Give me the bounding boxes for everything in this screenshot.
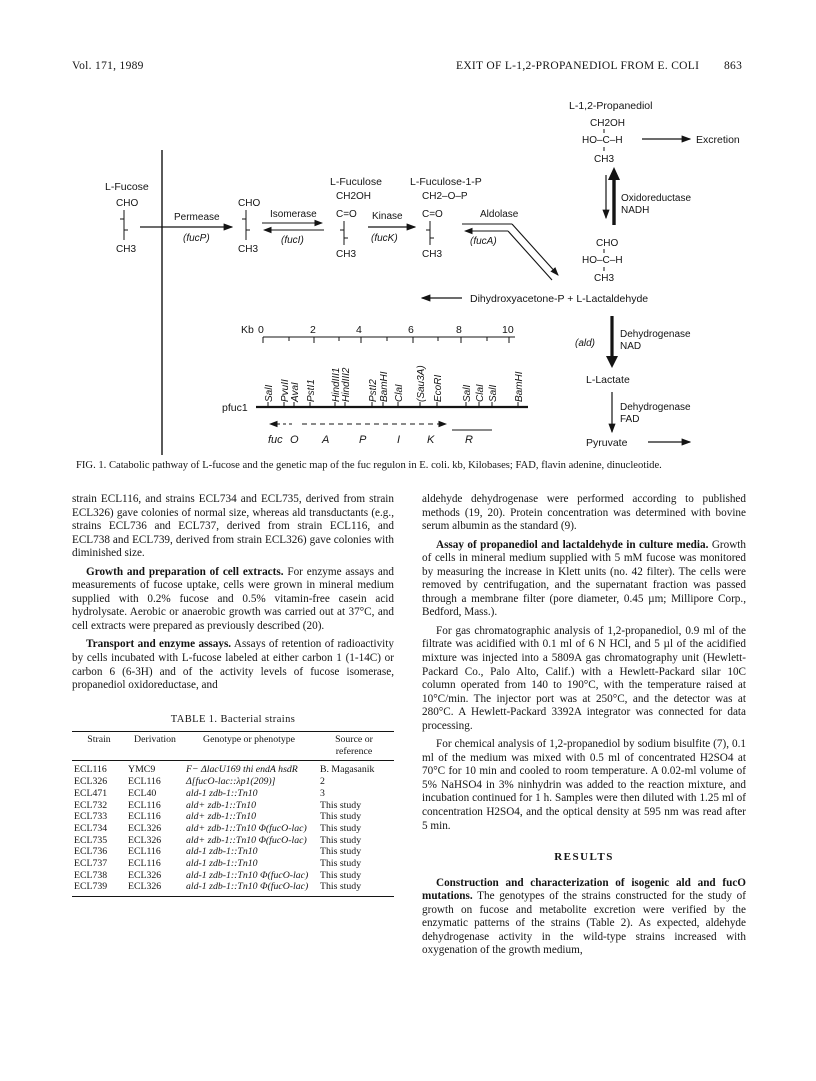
gene-a: A [322, 434, 330, 446]
genotype-cell: ald+ zdb-1::Tn10 Φ(fucO-lac) [186, 834, 307, 846]
propanediol-label: L-1,2-Propanediol [569, 100, 653, 112]
source-cell: This study [320, 881, 362, 893]
site-psti-1: PstI1 [306, 379, 317, 402]
site-sau3a: (Sau3A) [416, 365, 427, 402]
dehydrogenase2-label: Dehydrogenase [620, 402, 691, 413]
restriction-sites [264, 365, 525, 403]
genotype-cell: ald-1 zdb-1::Tn10 [186, 787, 258, 799]
page-number: 863 [724, 60, 743, 72]
left-column [72, 493, 394, 693]
fuculose-p-label: L-Fuculose-1-P [410, 176, 482, 188]
table-row [72, 870, 394, 882]
table-body [72, 761, 394, 893]
strain-cell: ECL326 [74, 776, 108, 788]
fuculose-ch2oh: CH2OH [336, 191, 372, 202]
table-row [72, 800, 394, 812]
transport-text: Assays of retention of radioactivity by cells incubated with L-fucose labeled at either carbon 1 (1-14C) or carbon 6 (6-3H) and of the activity levels of fucose isomerase, propanediol oxidoreductase, and [72, 638, 394, 692]
strain-cell: ECL116 [74, 764, 107, 776]
fuculose-label: L-Fuculose [330, 176, 382, 188]
right-para-1: aldehyde dehydrogenase were performed according to published methods (19, 20). Protein concentration was determined with bovine serum albumin as the standard (9). [422, 493, 746, 533]
site-clai-1: ClaI [394, 384, 405, 402]
permease-label: Permease [174, 212, 220, 223]
source-cell: This study [320, 858, 362, 870]
lactaldehyde-hoch: HO–C–H [582, 255, 623, 266]
aldolase-gene: (fucA) [470, 236, 497, 247]
ald-gene: (ald) [575, 338, 596, 349]
aldolase-label: Aldolase [480, 209, 519, 220]
gene-i: I [397, 434, 401, 446]
inter-ch3: CH3 [238, 244, 259, 255]
kb-tick-4: 4 [356, 324, 362, 336]
figure-caption: FIG. 1. Catabolic pathway of L-fucose and the genetic map of the fuc regulon in E. coli. kb, Kilobases; FAD, flavin adenine, dinucleotide. [76, 460, 662, 471]
th-genotype: Genotype or phenotype [203, 734, 295, 745]
derivation-cell: YMC9 [128, 764, 156, 776]
source-cell: This study [320, 822, 362, 834]
fucose-label: L-Fucose [105, 181, 149, 193]
kb-tick-8: 8 [456, 324, 462, 336]
table-row [72, 881, 394, 893]
kb-label: Kb [241, 324, 254, 336]
right-column [422, 493, 746, 958]
source-cell: This study [320, 811, 362, 823]
genotype-cell: ald+ zdb-1::Tn10 [186, 799, 257, 811]
strain-cell: ECL739 [74, 881, 108, 893]
growth-heading: Growth and preparation of cell extracts. [86, 565, 284, 578]
permease-gene: (fucP) [183, 233, 210, 244]
source-cell: B. Magasanik [320, 764, 375, 776]
fuculose-co: C=O [336, 209, 357, 220]
table-bottom-rule [72, 896, 394, 897]
genotype-cell: ald+ zdb-1::Tn10 [186, 811, 257, 823]
gene-p: P [359, 434, 367, 446]
figure-1 [0, 0, 816, 470]
th-derivation: Derivation [134, 734, 176, 745]
chemical-analysis-para: For chemical analysis of 1,2-propanediol by sodium bisulfite (7), 0.1 ml of the medium was mixed with 0.5 ml of concentrated H2SO4 at 70°C for 10 min and cooled to room temperature. A 0.02-ml volume of 5% NaHSO4 in 3% ninhydrin was added to the reaction mixture, and incubation continued for 1 h. Samples were then diluted with 1.25 ml of concentration H2SO4, and the optical density at 595 nm was read after 5 min. [422, 738, 746, 832]
kinase-label: Kinase [372, 211, 403, 222]
table-row [72, 858, 394, 870]
kb-tick-0: 0 [258, 324, 264, 336]
table-row [72, 823, 394, 835]
growth-section [72, 566, 394, 634]
kb-tick-10: 10 [502, 324, 514, 336]
lactate-label: L-Lactate [586, 374, 630, 386]
table-1 [72, 731, 394, 897]
table-row [72, 846, 394, 858]
strain-cell: ECL738 [74, 869, 108, 881]
genotype-cell: ald-1 zdb-1::Tn10 [186, 858, 258, 870]
derivation-cell: ECL116 [128, 846, 161, 858]
pyruvate-label: Pyruvate [586, 437, 628, 449]
derivation-cell: ECL116 [128, 799, 161, 811]
assay-heading: Assay of propanediol and lactaldehyde in culture media. [436, 538, 709, 551]
transport-heading: Transport and enzyme assays. [86, 638, 232, 651]
table-row [72, 788, 394, 800]
inter-cho: CHO [238, 198, 261, 209]
source-cell: This study [320, 869, 362, 881]
kb-ticks [258, 324, 514, 343]
th-source: Source or reference [335, 734, 373, 757]
genotype-cell: ald+ zdb-1::Tn10 Φ(fucO-lac) [186, 822, 307, 834]
left-para-1: strain ECL116, and strains ECL734 and ECL735, derived from strain ECL326) gave colonies of normal size, whereas ald transductants (e.g., strains ECL736 and ECL737, derived from strain ECL116, and ECL738 and ECL739, derived from strain ECL326) gave colonies with diminished size. [72, 493, 394, 560]
strain-cell: ECL734 [74, 822, 108, 834]
site-sali-3: SalI [488, 384, 499, 402]
lactaldehyde-ch3: CH3 [594, 273, 615, 284]
kb-tick-6: 6 [408, 324, 414, 336]
gene-fuc: fuc [268, 434, 283, 446]
fucose-cho: CHO [116, 198, 139, 209]
pfuc1-label: pfuc1 [222, 402, 248, 414]
source-cell: This study [320, 846, 362, 858]
transport-section [72, 638, 394, 692]
excretion-label: Excretion [696, 134, 740, 146]
derivation-cell: ECL326 [128, 869, 162, 881]
oxidoreductase-label: Oxidoreductase [621, 193, 692, 204]
running-title: EXIT OF L-1,2-PROPANEDIOL FROM E. COLI [456, 60, 700, 72]
genotype-cell: F− ΔlacU169 thi endA hsdR [186, 764, 298, 776]
table-row [72, 776, 394, 788]
source-cell: 3 [320, 787, 325, 799]
results-heading: RESULTS [554, 851, 614, 864]
aldolase-arrow-forward [512, 224, 558, 275]
genotype-cell: ald-1 zdb-1::Tn10 Φ(fucO-lac) [186, 869, 309, 881]
th-strain: Strain [87, 734, 111, 745]
strain-cell: ECL471 [74, 787, 108, 799]
site-clai-2: ClaI [475, 384, 486, 402]
site-ecori: EcoRI [433, 374, 444, 402]
table-row [72, 811, 394, 823]
strain-cell: ECL736 [74, 846, 108, 858]
site-hindiii-1: HindIII1 [331, 367, 342, 402]
derivation-cell: ECL326 [128, 822, 162, 834]
site-hindiii-2: HindIII2 [341, 367, 352, 402]
gene-o: O [290, 434, 299, 446]
genotype-cell: ald-1 zdb-1::Tn10 Φ(fucO-lac) [186, 881, 309, 893]
oxidoreductase-cofactor: NADH [621, 205, 650, 216]
fucose-ch3: CH3 [116, 244, 137, 255]
volume-info: Vol. 171, 1989 [72, 60, 144, 72]
dhap-lactaldehyde-label: Dihydroxyacetone-P + L-Lactaldehyde [470, 293, 649, 305]
source-cell: This study [320, 799, 362, 811]
gene-labels [268, 434, 473, 446]
propanediol-ch3: CH3 [594, 154, 615, 165]
site-bamhi-1: BamHI [379, 371, 390, 402]
strain-cell: ECL735 [74, 834, 108, 846]
dehydrogenase2-cofactor: FAD [620, 414, 640, 425]
site-bamhi-2: BamHI [514, 371, 525, 402]
site-pvuii: PvuII [280, 379, 291, 402]
source-cell: This study [320, 834, 362, 846]
kinase-gene: (fucK) [371, 233, 398, 244]
derivation-cell: ECL116 [128, 858, 161, 870]
lactaldehyde-cho: CHO [596, 238, 619, 249]
table-row [72, 761, 394, 776]
genotype-cell: Δ[fucO-lac::λp1(209)] [186, 776, 276, 788]
fuculose-p-co: C=O [422, 209, 443, 220]
site-avai: AvaI [290, 382, 301, 402]
site-sali-2: SalI [462, 384, 473, 402]
construction-section [422, 877, 746, 958]
growth-text: For enzyme assays and measurements of fucose uptake, cells were grown in mineral medium supplied with 0.2% fucose and 0.5% vitamin-free casein acid hydrolysate. Aerobic or anaerobic growth was carried out at 37°C, and cell extracts were prepared as previously described (20). [72, 565, 394, 632]
derivation-cell: ECL326 [128, 834, 162, 846]
table-title: TABLE 1. Bacterial strains [170, 714, 296, 725]
dehydrogenase1-cofactor: NAD [620, 341, 642, 352]
assay-section [422, 539, 746, 620]
site-psti-2: PstI2 [368, 379, 379, 402]
source-cell: 2 [320, 776, 325, 788]
isomerase-gene: (fucI) [281, 235, 304, 246]
fuculose-ch3: CH3 [336, 249, 357, 260]
table-row [72, 835, 394, 847]
strain-cell: ECL737 [74, 858, 108, 870]
strain-cell: ECL733 [74, 811, 108, 823]
assay-text: Growth of cells in mineral medium supplied with 5 mM fucose was monitored by measuring the increase in Klett units (no. 42 filter). The cells were removed by centrifugation, and the supernatant fraction was passed through a membrane filter (pore diameter, 0.45 µm; Millipore Corp., Bedford, Mass.). [422, 538, 746, 619]
propanediol-ch2oh: CH2OH [590, 118, 626, 129]
gene-r: R [465, 434, 473, 446]
gene-k: K [427, 434, 435, 446]
gc-analysis-para: For gas chromatographic analysis of 1,2-propanediol, 0.9 ml of the filtrate was acidified with 0.1 ml of 6 N HCl, and 5 µl of the acidified mixture was injected into a 5809A gas chromatography unit (Hewlett-Packard Co., Palo Alto, Calif.) with a Hewlett-Packard silar 10C column operated from 140 to 190°C, with the temperature raised at 10°C/min. The injector port was at 250°C, and the detector was at 280°C. A Hewlett-Packard 3392A integrator was connected for data processing. [422, 624, 746, 732]
derivation-cell: ECL116 [128, 776, 161, 788]
genotype-cell: ald-1 zdb-1::Tn10 [186, 846, 258, 858]
derivation-cell: ECL116 [128, 811, 161, 823]
isomerase-label: Isomerase [270, 209, 317, 220]
dehydrogenase1-label: Dehydrogenase [620, 329, 691, 340]
propanediol-hoch: HO–C–H [582, 135, 623, 146]
fuculose-p-ch3: CH3 [422, 249, 443, 260]
derivation-cell: ECL326 [128, 881, 162, 893]
site-sali-1: SalI [264, 384, 275, 402]
construction-heading: Construction and characterization of isogenic ald and fucO mutations. [422, 876, 746, 903]
kb-tick-2: 2 [310, 324, 316, 336]
construction-text: The genotypes of the strains constructed for the study of growth on fucose and metabolite excretion were verified by the enzymatic patterns of the strains (Table 2). As expected, aldehyde dehydrogenase activity in the wild-type strains increased with oxygenation of the growth medium, [422, 890, 746, 957]
derivation-cell: ECL40 [128, 787, 157, 799]
strain-cell: ECL732 [74, 799, 108, 811]
fuculose-p-ch2op: CH2–O–P [422, 191, 468, 202]
